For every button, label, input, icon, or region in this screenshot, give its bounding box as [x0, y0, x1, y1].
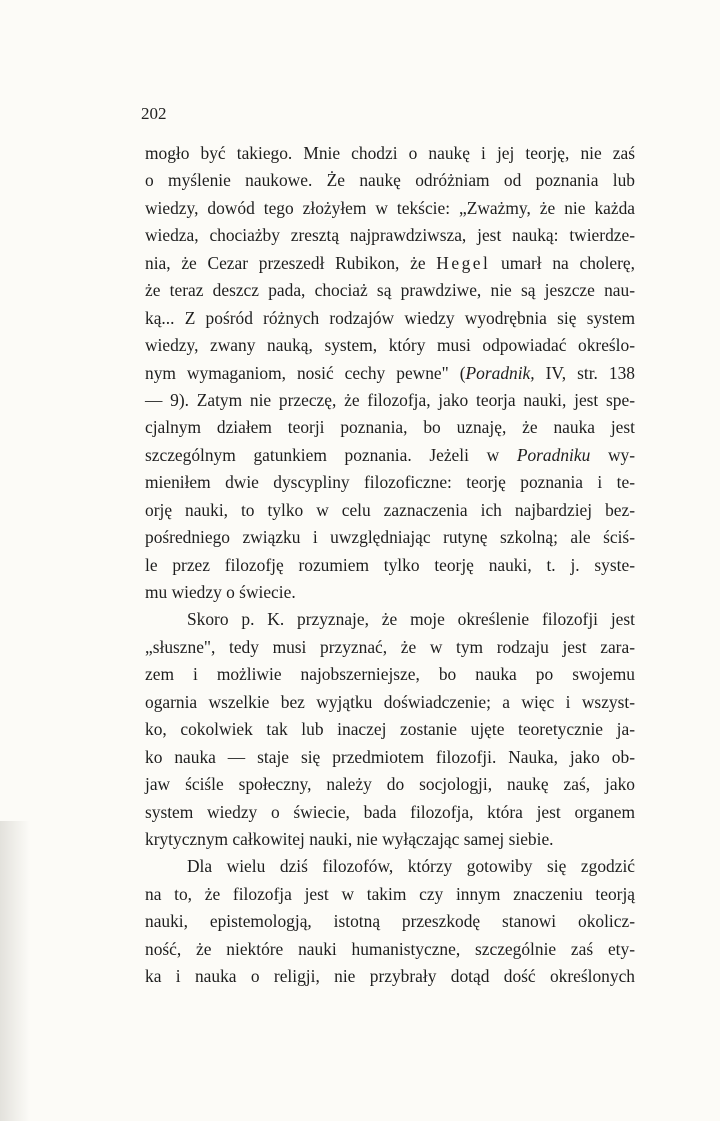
text-line: orję nauki, to tylko w celu zaznaczenia ich najbardziej bez-: [145, 499, 635, 520]
text-line: mu wiedzy o świecie.: [145, 582, 296, 602]
text-line: Dla wielu dziś filozofów, którzy gotowiby się zgodzić: [187, 856, 635, 877]
text-line: ko, cokolwiek tak lub inaczej zostanie ujęte teoretycznie ja-: [145, 719, 635, 740]
text-line: krytycznym całkowitej nauki, nie wyłączając samej siebie.: [145, 828, 554, 849]
work-title: Poradniku: [516, 444, 591, 465]
text-line: cjalnym działem teorji poznania, bo uznaję, że nauka jest: [145, 417, 635, 438]
text-line: ka i nauka o religji, nie przybrały dotąd dość określonych: [145, 966, 635, 987]
text-line: ką... Z pośród różnych rodzajów wiedzy wyodrębnia się system: [145, 307, 635, 328]
text-line: ko nauka — staje się przedmiotem filozofji. Nauka, jako ob-: [145, 746, 635, 767]
text-line: zem i możliwie najobszerniejsze, bo nauka po swojemu: [145, 664, 635, 685]
text-line: ność, że niektóre nauki humanistyczne, szczególnie zaś ety-: [145, 938, 635, 959]
text-line: nia, że Cezar przeszedł Rubikon, że Hegel umarł na cholerę,: [145, 252, 636, 273]
text-line: nauki, epistemologją, istotną przeszkodę stanowi okolicz-: [145, 911, 635, 932]
text-line: system wiedzy o świecie, bada filozofja, która jest organem: [145, 801, 635, 822]
text-line: le przez filozofję rozumiem tylko teorję nauki, t. j. syste-: [145, 554, 635, 575]
body-text: [145, 140, 635, 991]
work-title: Poradnik,: [465, 362, 535, 383]
text-line: mogło być takiego. Mnie chodzi o naukę i jej teorję, nie zaś: [145, 143, 635, 163]
text-line: na to, że filozofja jest w takim czy innym znaczeniu teorją: [145, 883, 635, 904]
text-line: — 9). Zatym nie przeczę, że filozofja, jako teorja nauki, jest spe-: [145, 389, 635, 410]
text-line: wiedza, chociażby zresztą najprawdziwsza, jest nauką: twierdze-: [145, 225, 635, 246]
spaced-name: Hegel: [436, 252, 491, 273]
text-line: pośredniego związku i uwzględniając rutynę szkolną; ale ściś-: [145, 527, 635, 548]
text-line: że teraz deszcz pada, chociaż są prawdziwe, nie są jeszcze nau-: [145, 280, 635, 301]
text-line: jaw ściśle społeczny, należy do socjologji, naukę zaś, jako: [145, 774, 635, 795]
page-number: 202: [141, 104, 167, 123]
text-line: nym wymaganiom, nosić cechy pewne" (Poradnik, IV, str. 138: [145, 362, 635, 383]
text-line: wiedzy, dowód tego złożyłem w tekście: „Zważmy, że nie każda: [145, 197, 635, 218]
text-line: Skoro p. K. przyznaje, że moje określenie filozofji jest: [187, 609, 635, 630]
text-line: „słuszne", tedy musi przyznać, że w tym rodzaju jest zara-: [145, 636, 635, 657]
text-line: o myślenie naukowe. Że naukę odróżniam od poznania lub: [145, 170, 635, 191]
text-line: wiedzy, zwany nauką, system, który musi odpowiadać określo-: [145, 335, 635, 356]
text-line: szczególnym gatunkiem poznania. Jeżeli w Poradniku wy-: [145, 444, 635, 465]
text-line: mieniłem dwie dyscypliny filozoficzne: teorję poznania i te-: [145, 472, 635, 493]
text-line: ogarnia wszelkie bez wyjątku doświadczenie; a więc i wszyst-: [145, 691, 635, 712]
scan-shadow: [0, 821, 30, 1121]
